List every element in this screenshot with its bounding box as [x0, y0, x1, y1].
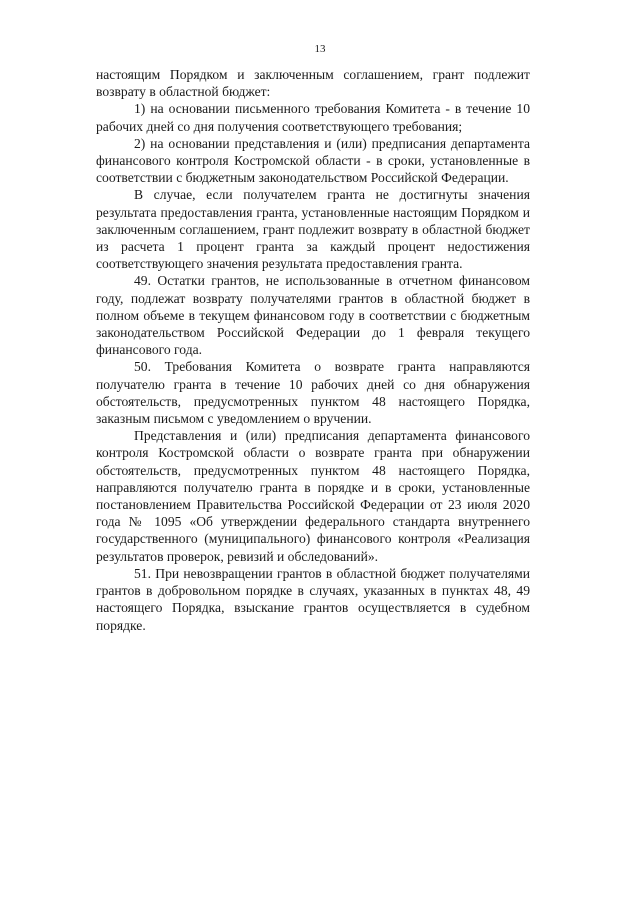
- paragraph-item-2: 2) на основании представления и (или) предписания департамента финансового контроля Костромской области - в сроки, установленные в соответствии с бюджетным законодательством Российской Федерации.: [96, 135, 530, 186]
- paragraph-item-1: 1) на основании письменного требования Комитета - в течение 10 рабочих дней со дня получения соответствующего требования;: [96, 101, 530, 134]
- paragraph-50: 50. Требования Комитета о возврате гранта направляются получателю гранта в течение 10 рабочих дней со дня обнаружения обстоятельств, предусмотренных пунктом 48 настоящего Порядка, заказным письмом с уведомлением о вручении.: [96, 359, 530, 427]
- paragraph-submissions: Представления и (или) предписания департамента финансового контроля Костромской области о возврате гранта при обнаружении обстоятельств, предусмотренных пунктом 48 настоящего Порядка, направляются получателю гранта в порядке и в сроки, установленные постановлением Правительства Российской Федерации от 23 июля 2020 года № 1095 «Об утверждении федерального стандарта внутреннего государственного (муниципального) финансового контроля «Реализация результатов проверок, ревизий и обследований».: [96, 428, 530, 564]
- paragraph-49: 49. Остатки грантов, не использованные в отчетном финансовом году, подлежат возврату получателями грантов в областной бюджет в полном объеме в текущем финансовом году в соответствии с бюджетным законодательством Российской Федерации до 1 февраля текущего финансового года.: [96, 273, 530, 358]
- document-body: [96, 66, 530, 634]
- paragraph-continuation: настоящим Порядком и заключенным соглашением, грант подлежит возврату в областной бюджет:: [96, 67, 530, 100]
- paragraph-51: 51. При невозвращении грантов в областной бюджет получателями грантов в добровольном порядке в случаях, указанных в пунктах 48, 49 настоящего Порядка, взыскание грантов осуществляется в судебном порядке.: [96, 565, 530, 633]
- page-number: 13: [314, 43, 326, 55]
- paragraph-shortfall: В случае, если получателем гранта не достигнуты значения результата предоставления гранта, установленные настоящим Порядком и заключенным соглашением, грант подлежит возврату в областной бюджет из расчета 1 процент гранта за каждый процент недостижения соответствующего значения результата предоставления гранта.: [96, 187, 530, 272]
